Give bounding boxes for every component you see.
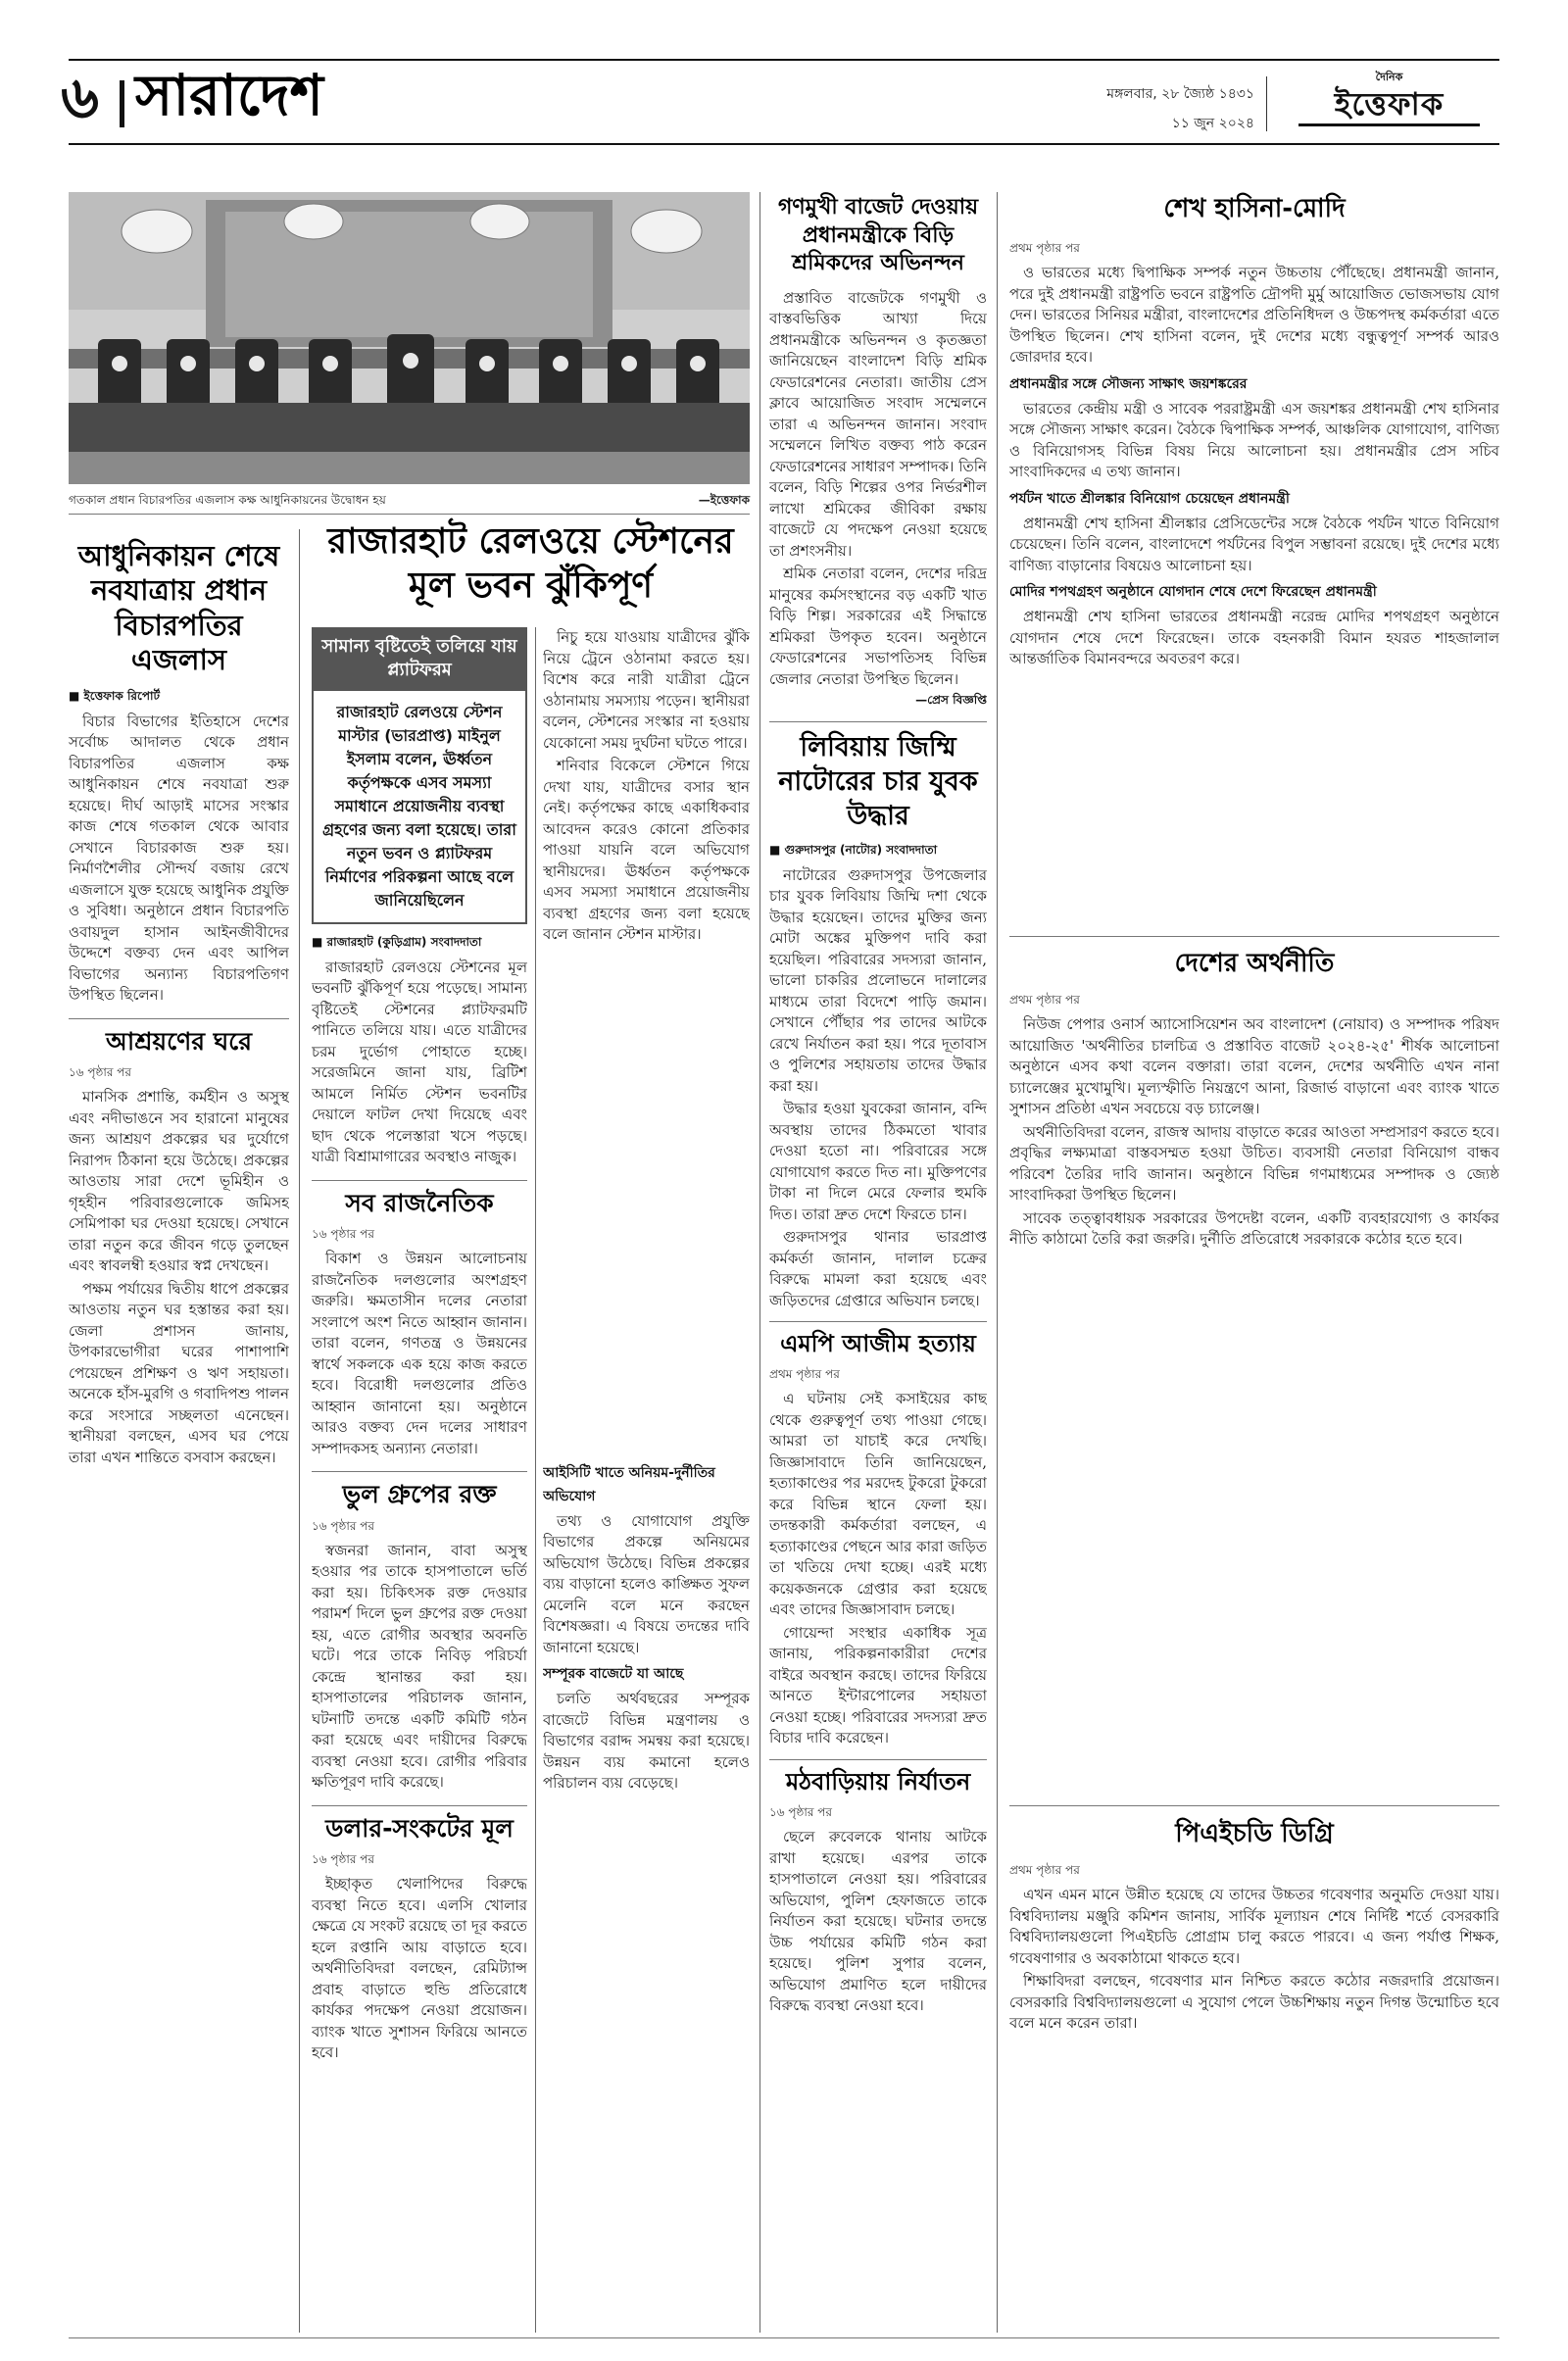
shelter-headline: আশ্রয়ণের ঘরে: [106, 1026, 252, 1056]
blood-headline: ভুল গ্রুপের রক্ত: [342, 1480, 497, 1509]
paragraph: অর্থনীতিবিদরা বলেন, রাজস্ব আদায় বাড়াতে করের আওতা সম্প্রসারণ করতে হবে। প্রবৃদ্ধির লক্ষ্যমাত্রা বাস্তবসম্মত হওয়া উচিত। ব্যবসায়ী নেতারা বিনিয়োগ বান্ধব পরিবেশ তৈরির দাবি জানান। অনুষ্ঠানে বিভিন্ন গণমাধ্যমের সম্পাদক ও জ্যেষ্ঠ সাংবাদিকরা উপস্থিত ছিলেন।: [1009, 1122, 1499, 1204]
column-2: [312, 627, 527, 2333]
paragraph: নিউজ পেপার ওনার্স অ্যাসোসিয়েশন অব বাংলাদেশ (নোয়াব) ও সম্পাদক পরিষদ আয়োজিত 'অর্থনীতির চালচিত্র ও প্রস্তাবিত বাজেট ২০২৪-২৫' শীর্ষক আলোচনা অনুষ্ঠানে এসব কথা বলেন বক্তারা। তারা বলেন, দেশের অর্থনীতি এখন নানা চ্যালেঞ্জের মুখোমুখি। মূল্যস্ফীতি নিয়ন্ত্রণে আনা, রিজার্ভ বাড়ানো এবং ব্যাংক খাতে সুশাসন প্রতিষ্ঠা এখন সবচেয়ে বড় চ্যালেঞ্জ।: [1009, 1015, 1499, 1117]
section-title: সারাদেশ: [135, 62, 323, 128]
masthead-bottom-rule: [69, 143, 1499, 145]
logo-divider: [1266, 76, 1267, 131]
date-block: [1078, 82, 1254, 135]
right-rule-2: [1009, 1805, 1499, 1806]
phd-story: [1009, 1862, 1499, 2333]
photo-rule: [69, 514, 750, 515]
libya-body: [769, 865, 987, 1312]
paragraph: প্রধানমন্ত্রী শেখ হাসিনা ভারতের প্রধানমন্ত্রী নরেন্দ্র মোদির শপথগ্রহণ অনুষ্ঠানে যোগদান শেষে দেশে ফিরেছেন। তাকে বহনকারী বিমান হযরত শাহজালাল আন্তর্জাতিক বিমানবন্দরে অবতরণ করে।: [1009, 608, 1499, 667]
paragraph: এখন এমন মানে উন্নীত হয়েছে যে তাদের উচ্চতর গবেষণার অনুমতি দেওয়া যায়। বিশ্ববিদ্যালয় মঞ্জুরি কমিশন জানায়, সার্বিক মূল্যায়ন শেষে নির্দিষ্ট শর্তে বেসরকারি বিশ্ববিদ্যালয়গুলো পিএইচডি প্রোগ্রাম চালু করতে পারবে। এ জন্য পর্যাপ্ত শিক্ষক, গবেষণাগার ও অবকাঠামো থাকতে হবে।: [1009, 1886, 1499, 1967]
station-byline: ■ রাজারহাট (কুড়িগ্রাম) সংবাদদাতা: [312, 934, 482, 949]
paragraph: নাটোরের গুরুদাসপুর উপজেলার চার যুবক লিবিয়ায় জিম্মি দশা থেকে উদ্ধার হয়েছেন। তাদের মুক্তির জন্য মোটা অঙ্কের মুক্তিপণ দাবি করা হয়েছিল। পরিবারের সদস্যরা জানান, ভালো চাকরির প্রলোভনে দালালের মাধ্যমে তারা বিদেশে পাড়ি জমান। সেখানে পৌঁছার পর তাদের আটকে রেখে নির্যাতন করা হয়। পরে দূতাবাস ও পুলিশের সহায়তায় তাদের উদ্ধার করা হয়।: [769, 865, 987, 1095]
paragraph: স্বজনরা জানান, বাবা অসুস্থ হওয়ার পর তাকে হাসপাতালে ভর্তি করা হয়। চিকিৎসক রক্ত দেওয়ার পরামর্শ দিলে ভুল গ্রুপের রক্ত দেওয়া হয়, এতে রোগীর অবস্থার অবনতি ঘটে। পরে তাকে নিবিড় পরিচর্যা কেন্দ্রে স্থানান্তর করা হয়। হাসপাতালের পরিচালক জানান, ঘটনাটি তদন্তে একটি কমিটি গঠন করা হয়েছে এবং দায়ীদের বিরুদ্ধে ব্যবস্থা নেওয়া হবে। রোগীর পরিবার ক্ষতিপূরণ দাবি করেছে।: [312, 1541, 527, 1792]
paragraph: গোয়েন্দা সংস্থার একাধিক সূত্র জানায়, পরিকল্পনাকারীরা দেশের বাইরে অবস্থান করছে। তাদের ফিরিয়ে আনতে ইন্টারপোলের সহায়তা নেওয়া হচ্ছে। পরিবারের সদস্যরা দ্রুত বিচার দাবি করেছেন।: [769, 1623, 987, 1747]
politics-continuation: ১৬ পৃষ্ঠার পর: [312, 1227, 375, 1242]
hasina-modi-continuation: প্রথম পৃষ্ঠার পর: [1009, 241, 1080, 255]
torture-body: [769, 1827, 987, 2017]
paragraph: চলতি অর্থবছরের সম্পূরক বাজেটে বিভিন্ন মন্ত্রণালয় ও বিভাগের বরাদ্দ সমন্বয় করা হয়েছে। উন্নয়ন ব্যয় কমানো হলেও পরিচালন ব্যয় বেড়েছে।: [543, 1690, 750, 1792]
hasina-modi-body-4: [1009, 607, 1499, 670]
mp-continuation: প্রথম পৃষ্ঠার পর: [769, 1367, 840, 1382]
torture-continuation: ১৬ পৃষ্ঠার পর: [769, 1805, 833, 1820]
column-1: [69, 529, 289, 2333]
blood-continuation: ১৬ পৃষ্ঠার পর: [312, 1518, 375, 1533]
bidi-headline: গণমুখী বাজেট দেওয়ায় প্রধানমন্ত্রীকে বিড়ি শ্রমিকদের অভিনন্দন: [777, 195, 979, 276]
paragraph: রাজারহাট রেলওয়ে স্টেশনের মূল ভবনটি ঝুঁকিপূর্ণ হয়ে পড়েছে। সামান্য বৃষ্টিতেই স্টেশনের প্ল্যাটফরমটি পানিতে তলিয়ে যায়। এতে যাত্রীদের চরম দুর্ভোগ পোহাতে হচ্ছে। সরেজমিনে জানা যায়, ব্রিটিশ আমলে নির্মিত স্টেশন ভবনটির দেয়ালে ফাটল দেখা দিয়েছে এবং ছাদ থেকে পলেস্তারা খসে পড়ছে। যাত্রী বিশ্রামাগারের অবস্থাও নাজুক।: [312, 958, 527, 1166]
photo-caption: গতকাল প্রধান বিচারপতির এজলাস কক্ষ আধুনিকায়নের উদ্বোধন হয়: [69, 493, 386, 507]
station-body: [312, 958, 527, 1168]
paragraph: তথ্য ও যোগাযোগ প্রযুক্তি বিভাগের প্রকল্পে অনিয়মের অভিযোগ উঠেছে। বিভিন্ন প্রকল্পের ব্যয় বাড়ানো হলেও কাঙ্ক্ষিত সুফল মেলেনি বলে মনে করছেন বিশেষজ্ঞরা। এ বিষয়ে তদন্তের দাবি জানানো হয়েছে।: [543, 1511, 750, 1656]
economy-body: [1009, 1014, 1499, 1251]
dollar-continuation: ১৬ পৃষ্ঠার পর: [312, 1852, 375, 1867]
paragraph: এ ঘটনায় সেই কসাইয়ের কাছ থেকে গুরুত্বপূর্ণ তথ্য পাওয়া গেছে। আমরা তা যাচাই করে দেখছি। জিজ্ঞাসাবাদে তিনি জানিয়েছেন, হত্যাকাণ্ডের পর মরদেহ টুকরো টুকরো করে বিভিন্ন স্থানে ফেলা হয়। তদন্তকারী কর্মকর্তারা বলছেন, এ হত্যাকাণ্ডের পেছনে আর কারা জড়িত তা খতিয়ে দেখা হচ্ছে। এরই মধ্যে কয়েকজনকে গ্রেপ্তার করা হয়েছে এবং তাদের জিজ্ঞাসাবাদ চলছে।: [769, 1390, 987, 1619]
paragraph: সাবেক তত্ত্বাবধায়ক সরকারের উপদেষ্টা বলেন, একটি ব্যবহারযোগ্য ও কার্যকর নীতি কাঠামো তৈরি করা জরুরি। দুর্নীতি প্রতিরোধে সরকারকে কঠোর হতে হবে।: [1009, 1208, 1499, 1248]
station-box-title: সামান্য বৃষ্টিতেই তলিয়ে যায় প্ল্যাটফরম: [312, 627, 527, 691]
paragraph: শনিবার বিকেলে স্টেশনে গিয়ে দেখা যায়, যাত্রীদের বসার স্থান নেই। কর্তৃপক্ষের কাছে একাধিকবার আবেদন করেও কোনো প্রতিকার পাওয়া যায়নি বলে অভিযোগ স্থানীয়দের। ঊর্ধ্বতন কর্তৃপক্ষকে এসব সমস্যা সমাধানে প্রয়োজনীয় ব্যবস্থা গ্রহণের জন্য বলা হয়েছে বলে জানান স্টেশন মাস্টার।: [543, 757, 750, 943]
station-headline: রাজারহাট রেলওয়ে স্টেশনের মূল ভবন ঝুঁকিপূর্ণ: [327, 521, 734, 606]
newspaper-logo: [1279, 69, 1499, 133]
libya-byline: ■ গুরুদাসপুর (নাটোর) সংবাদদাতা: [769, 842, 938, 857]
hasina-modi-headline: শেখ হাসিনা-মোদি: [1163, 194, 1346, 223]
paragraph: ছেলে রুবেলকে থানায় আটকে রাখা হয়েছে। এরপর তাকে হাসপাতালে নেওয়া হয়। পরিবারের অভিযোগ, পুলিশ হেফাজতে তাকে নির্যাতন করা হয়েছে। ঘটনার তদন্তে উচ্চ পর্যায়ের কমিটি গঠন করা হয়েছে। পুলিশ সুপার বলেন, অভিযোগ প্রমাণিত হলে দায়ীদের বিরুদ্ধে ব্যবস্থা নেওয়া হবে।: [769, 1828, 987, 2015]
courtroom-photo-illustration: [69, 192, 750, 484]
paragraph: শ্রমিক নেতারা বলেন, দেশের দরিদ্র মানুষের কর্মসংস্থানের বড় একটি খাত বিড়ি শিল্প। সরকারের এই সিদ্ধান্তে শ্রমিকরা উপকৃত হবেন। অনুষ্ঠানে ফেডারেশনের সভাপতিসহ বিভিন্ন জেলার নেতারা উপস্থিত ছিলেন।: [769, 565, 987, 688]
station-body-continued: [543, 627, 750, 946]
page-bottom-rule: [69, 2337, 1499, 2338]
dollar-headline: ডলার-সংকটের মূল: [325, 1813, 514, 1843]
station-box-quote: রাজারহাট রেলওয়ে স্টেশন মাস্টার (ভারপ্রাপ্ত) মাইনুল ইসলাম বলেন, ঊর্ধ্বতন কর্তৃপক্ষকে এসব সমস্যা সমাধানে প্রয়োজনীয় ব্যবস্থা গ্রহণের জন্য বলা হয়েছে। তারা নতুন ভবন ও প্ল্যাটফরম নির্মাণের পরিকল্পনা আছে বলে জানিয়েছিলেন: [312, 691, 527, 924]
dollar-body-budget: [543, 1689, 750, 1795]
hasina-modi-body-2: [1009, 399, 1499, 483]
paragraph: পক্ষম পর্যায়ের দ্বিতীয় ধাপে প্রকল্পের আওতায় নতুন ঘর হস্তান্তর করা হয়। জেলা প্রশাসন জানায়, উপকারভোগীরা ঘরের পাশাপাশি পেয়েছেন প্রশিক্ষণ ও ঋণ সহায়তা। অনেকে হাঁস-মুরগি ও গবাদিপশু পালন করে সংসারে সচ্ছলতা এনেছেন। স্থানীয়রা বলছেন, এসব ঘর পেয়ে তারা এখন শান্তিতে বসবাস করছেন।: [69, 1279, 289, 1466]
paragraph: গুরুদাসপুর থানার ভারপ্রাপ্ত কর্মকর্তা জানান, দালাল চক্রের বিরুদ্ধে মামলা করা হয়েছে এবং জড়িতদের গ্রেপ্তারে অভিযান চলছে।: [769, 1228, 987, 1309]
courtroom-body: [69, 712, 289, 1007]
masthead-top-rule: [69, 59, 1499, 61]
paragraph: প্রধানমন্ত্রী শেখ হাসিনা শ্রীলঙ্কার প্রেসিডেন্টের সঙ্গে বৈঠকে পর্যটন খাতে বিনিয়োগ চেয়েছেন। তিনি বলেন, বাংলাদেশে পর্যটনের বিপুল সম্ভাবনা রয়েছে। দুই দেশের মধ্যে বাণিজ্য বাড়ানোর বিষয়েও আলোচনা হয়।: [1009, 514, 1499, 574]
shelter-continuation: ১৬ পৃষ্ঠার পর: [69, 1065, 132, 1079]
paragraph: প্রস্তাবিত বাজেটকে গণমুখী ও বাস্তবভিত্তিক আখ্যা দিয়ে প্রধানমন্ত্রীকে অভিনন্দন ও কৃতজ্ঞতা জানিয়েছেন বাংলাদেশ বিড়ি শ্রমিক ফেডারেশনের নেতারা। জাতীয় প্রেস ক্লাবে আয়োজিত সংবাদ সম্মেলনে তারা এ অভিনন্দন জানান। সংবাদ সম্মেলনে লিখিত বক্তব্য পাঠ করেন ফেডারেশনের সাধারণ সম্পাদক। তিনি বলেন, বিড়ি শিল্পের ওপর নির্ভরশীল লাখো শ্রমিকের জীবিকা রক্ষায় বাজেটে যে পদক্ষেপ নেওয়া হয়েছে তা প্রশংসনীয়।: [769, 288, 987, 560]
phd-headline: পিএইচডি ডিগ্রি: [1175, 1819, 1334, 1848]
paragraph: শিক্ষাবিদরা বলছেন, গবেষণার মান নিশ্চিত করতে কঠোর নজরদারি প্রয়োজন। বেসরকারি বিশ্ববিদ্যালয়গুলো এ সুযোগ পেলে উচ্চশিক্ষায় নতুন দিগন্ত উন্মোচিত হবে বলে মনে করেন তারা।: [1009, 1972, 1499, 2032]
paragraph: ইচ্ছাকৃত খেলাপিদের বিরুদ্ধে ব্যবস্থা নিতে হবে। এলসি খোলার ক্ষেত্রে যে সংকট রয়েছে তা দূর করতে হলে রপ্তানি আয় বাড়াতে হবে। অর্থনীতিবিদরা বলছেন, রেমিট্যান্স প্রবাহ বাড়াতে হুন্ডি প্রতিরোধে কার্যকর পদক্ষেপ নেওয়া প্রয়োজন। ব্যাংক খাতে সুশাসন ফিরিয়ে আনতে হবে।: [312, 1875, 527, 2062]
paragraph: নিচু হয়ে যাওয়ায় যাত্রীদের ঝুঁকি নিয়ে ট্রেনে ওঠানামা করতে হয়। বিশেষ করে নারী যাত্রীরা ট্রেনে ওঠানামায় সমস্যায় পড়েন। স্থানীয়রা বলেন, স্টেশনের সংস্কার না হওয়ায় যেকোনো সময় দুর্ঘটনা ঘটতে পারে।: [543, 628, 750, 752]
paragraph: মানসিক প্রশান্তি, কর্মহীন ও অসুস্থ এবং নদীভাঙনে সব হারানো মানুষের জন্য আশ্রয়ণ প্রকল্পের ঘর দুর্যোগে নিরাপদ ঠিকানা হয়ে উঠেছে। প্রকল্পের আওতায় সারা দেশে ভূমিহীন ও গৃহহীন পরিবারগুলোকে জমিসহ সেমিপাকা ঘর দেওয়া হয়েছে। সেখানে তারা নতুন করে জীবন গড়ে তুলছেন এবং স্বাবলম্বী হওয়ার স্বপ্ন দেখছেন।: [69, 1088, 289, 1274]
politics-headline: সব রাজনৈতিক: [345, 1188, 494, 1217]
col-divider-2: [535, 627, 536, 2333]
paragraph: ও ভারতের মধ্যে দ্বিপাক্ষিক সম্পর্ক নতুন উচ্চতায় পৌঁছেছে। প্রধানমন্ত্রী জানান, পরে দুই প্রধানমন্ত্রী রাষ্ট্রপতি ভবনে রাষ্ট্রপতি দ্রৌপদী মুর্মু আয়োজিত ভোজসভায় যোগ দেন। ভারতের সিনিয়র মন্ত্রীরা, বাংলাদেশের প্রতিনিধিদল ও উচ্চপদস্থ কর্মকর্তারা এতে উপস্থিত ছিলেন। শেখ হাসিনা বলেন, দুই দেশের মধ্যে বন্ধুত্বপূর্ণ সম্পর্ক আরও জোরদার হবে।: [1009, 264, 1499, 366]
col-divider-1: [299, 529, 300, 2333]
hasina-modi-subhead-1: প্রধানমন্ত্রীর সঙ্গে সৌজন্য সাক্ষাৎ জয়শঙ্করের: [1009, 375, 1248, 392]
mp-headline: এমপি আজীম হত্যায়: [780, 1330, 976, 1358]
courtroom-photo: [69, 192, 750, 484]
dollar-body: [312, 1874, 527, 2064]
date-bengali: মঙ্গলবার, ২৮ জ্যৈষ্ঠ ১৪৩১: [1106, 86, 1254, 102]
hasina-modi-body-3: [1009, 514, 1499, 577]
shelter-body: [69, 1087, 289, 1468]
bidi-body: [769, 288, 987, 691]
hasina-modi-subhead-2: পর্যটন খাতে শ্রীলঙ্কার বিনিয়োগ চেয়েছেন প্রধানমন্ত্রী: [1009, 490, 1290, 507]
paragraph: বিচার বিভাগের ইতিহাসে দেশের সর্বোচ্চ আদালত থেকে প্রধান বিচারপতির এজলাস কক্ষ আধুনিকায়ন শেষে নবযাত্রা শুরু হয়েছে। দীর্ঘ আড়াই মাসের সংস্কার কাজ শেষে গতকাল থেকে আবার সেখানে বিচারকাজ শুরু হয়। নির্মাণশৈলীর সৌন্দর্য বজায় রেখে এজলাসে যুক্ত হয়েছে আধুনিক প্রযুক্তি ও সুবিধা। অনুষ্ঠানে প্রধান বিচারপতি ওবায়দুল হাসান আইনজীবীদের উদ্দেশে বক্তব্য দেন এবং আপিল বিভাগের অন্যান্য বিচারপতিগণ উপস্থিত ছিলেন।: [69, 712, 289, 1004]
mp-body: [769, 1389, 987, 1749]
dollar-subhead-ict: আইসিটি খাতে অনিয়ম-দুর্নীতির অভিযোগ: [543, 1464, 715, 1504]
phd-body: [1009, 1885, 1499, 2035]
economy-continuation: প্রথম পৃষ্ঠার পর: [1009, 993, 1080, 1007]
hasina-modi-body: [1009, 263, 1499, 369]
photo-caption-row: [69, 492, 750, 512]
courtroom-headline: আধুনিকায়ন শেষে নবযাত্রায় প্রধান বিচারপতির এজলাস: [77, 539, 280, 677]
dollar-subhead-budget: সম্পূরক বাজেটে যা আছে: [543, 1666, 684, 1682]
date-english: ১১ জুন ২০২৪: [1171, 116, 1254, 131]
politics-body: [312, 1249, 527, 1459]
page-number: ৬: [61, 64, 100, 132]
libya-headline: লিবিয়ায় জিম্মি নাটোরের চার যুবক উদ্ধার: [778, 732, 978, 832]
hasina-modi-subhead-3: মোদির শপথগ্রহণ অনুষ্ঠানে যোগদান শেষে দেশে ফিরেছেন প্রধানমন্ত্রী: [1009, 584, 1377, 600]
column-3: [543, 627, 750, 2333]
dollar-body-ict: [543, 1511, 750, 1659]
bidi-credit: —প্রেস বিজ্ঞপ্তি: [915, 693, 987, 708]
hasina-modi-story: [1009, 240, 1499, 926]
phd-continuation: প্রথম পৃষ্ঠার পর: [1009, 1863, 1080, 1877]
economy-headline: দেশের অর্থনীতি: [1174, 949, 1335, 978]
col-divider-4: [997, 192, 998, 2333]
column-4: [769, 192, 987, 2333]
paragraph: বিকাশ ও উন্নয়ন আলোচনায় রাজনৈতিক দলগুলোর অংশগ্রহণ জরুরি। ক্ষমতাসীন দলের নেতারা সংলাপে অংশ নিতে আহ্বান জানান। তারা বলেন, গণতন্ত্র ও উন্নয়নের স্বার্থে সকলকে এক হয়ে কাজ করতে হবে। বিরোধী দলগুলোর প্রতিও আহ্বান জানানো হয়। অনুষ্ঠানে আরও বক্তব্য দেন দলের সাধারণ সম্পাদকসহ অন্যান্য নেতারা।: [312, 1250, 527, 1457]
paragraph: ভারতের কেন্দ্রীয় মন্ত্রী ও সাবেক পররাষ্ট্রমন্ত্রী এস জয়শঙ্কর প্রধানমন্ত্রী শেখ হাসিনার সঙ্গে সৌজন্য সাক্ষাৎ করেন। বৈঠকে দ্বিপাক্ষিক সম্পর্ক, আঞ্চলিক যোগাযোগ, বাণিজ্য ও বিনিয়োগসহ বিভিন্ন বিষয় নিয়ে আলোচনা হয়। প্রধানমন্ত্রীর প্রেস সচিব সাংবাদিকদের এ তথ্য জানান।: [1009, 399, 1499, 480]
logo-wordmark: ইত্তেফাক: [1334, 85, 1445, 123]
right-rule-1: [1009, 936, 1499, 937]
photo-credit: —ইত্তেফাক: [698, 493, 750, 507]
masthead-divider: [120, 80, 124, 127]
blood-body: [312, 1541, 527, 1794]
logo-small-label: দৈনিক: [1375, 71, 1403, 83]
paragraph: উদ্ধার হওয়া যুবকেরা জানান, বন্দি অবস্থায় তাদের ঠিকমতো খাবার দেওয়া হতো না। পরিবারের সঙ্গে যোগাযোগ করতে দিত না। মুক্তিপণের টাকা না দিলে মেরে ফেলার হুমকি দিত। তারা দ্রুত দেশে ফিরতে চান।: [769, 1100, 987, 1223]
economy-story: [1009, 992, 1499, 1795]
courtroom-byline: ■ ইত্তেফাক রিপোর্ট: [69, 688, 161, 703]
torture-headline: মঠবাড়িয়ায় নির্যাতন: [785, 1767, 971, 1795]
